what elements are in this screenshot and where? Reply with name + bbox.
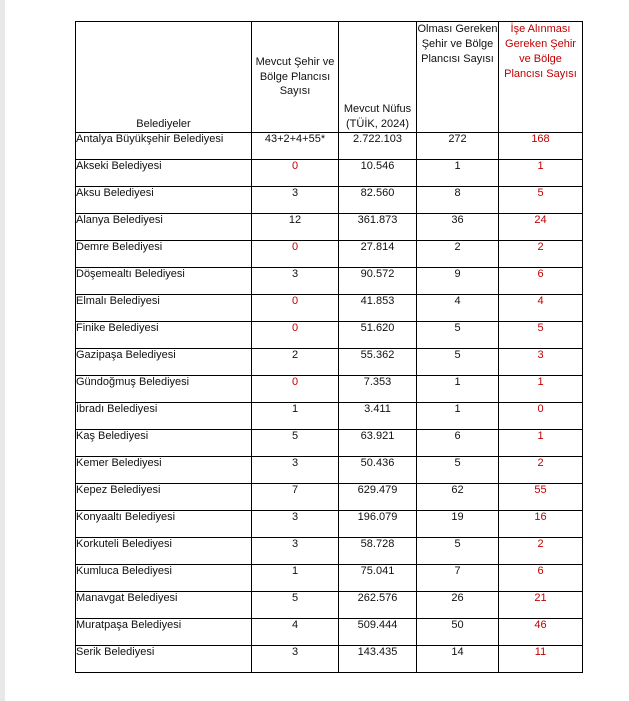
cell-municipality: Aksu Belediyesi [76, 187, 252, 214]
cell-required-planners: 9 [417, 268, 499, 295]
cell-population: 7.353 [339, 376, 417, 403]
cell-to-hire: 24 [499, 214, 583, 241]
cell-existing-planners: 4 [252, 619, 339, 646]
cell-existing-planners: 3 [252, 268, 339, 295]
cell-to-hire: 4 [499, 295, 583, 322]
cell-existing-planners: 0 [252, 160, 339, 187]
cell-municipality: Muratpaşa Belediyesi [76, 619, 252, 646]
cell-required-planners: 5 [417, 349, 499, 376]
cell-population: 90.572 [339, 268, 417, 295]
table-row [76, 538, 583, 565]
cell-required-planners: 7 [417, 565, 499, 592]
cell-population: 75.041 [339, 565, 417, 592]
cell-existing-planners: 5 [252, 430, 339, 457]
cell-to-hire: 2 [499, 241, 583, 268]
cell-to-hire: 11 [499, 646, 583, 673]
header-to-hire: İşe Alınması Gereken Şehir ve Bölge Plancısı Sayısı [499, 22, 583, 133]
cell-existing-planners: 1 [252, 565, 339, 592]
table-row [76, 133, 583, 160]
cell-existing-planners: 0 [252, 376, 339, 403]
cell-population: 629.479 [339, 484, 417, 511]
cell-required-planners: 8 [417, 187, 499, 214]
table-row [76, 160, 583, 187]
table-row [76, 430, 583, 457]
cell-municipality: Gazipaşa Belediyesi [76, 349, 252, 376]
cell-to-hire: 168 [499, 133, 583, 160]
cell-population: 262.576 [339, 592, 417, 619]
table-row [76, 322, 583, 349]
cell-to-hire: 5 [499, 322, 583, 349]
cell-to-hire: 3 [499, 349, 583, 376]
cell-to-hire: 1 [499, 430, 583, 457]
cell-existing-planners: 2 [252, 349, 339, 376]
page-left-edge [0, 0, 5, 701]
cell-to-hire: 21 [499, 592, 583, 619]
cell-population: 27.814 [339, 241, 417, 268]
table-row [76, 214, 583, 241]
cell-to-hire: 55 [499, 484, 583, 511]
cell-municipality: Akseki Belediyesi [76, 160, 252, 187]
table-row [76, 457, 583, 484]
cell-existing-planners: 43+2+4+55* [252, 133, 339, 160]
cell-required-planners: 14 [417, 646, 499, 673]
cell-population: 361.873 [339, 214, 417, 241]
cell-required-planners: 50 [417, 619, 499, 646]
cell-municipality: Serik Belediyesi [76, 646, 252, 673]
cell-municipality: Demre Belediyesi [76, 241, 252, 268]
cell-municipality: Kemer Belediyesi [76, 457, 252, 484]
table-row [76, 268, 583, 295]
cell-required-planners: 36 [417, 214, 499, 241]
cell-existing-planners: 3 [252, 187, 339, 214]
table-header-row [76, 22, 583, 133]
cell-population: 143.435 [339, 646, 417, 673]
cell-required-planners: 62 [417, 484, 499, 511]
cell-municipality: Konyaaltı Belediyesi [76, 511, 252, 538]
cell-required-planners: 4 [417, 295, 499, 322]
cell-existing-planners: 3 [252, 538, 339, 565]
cell-to-hire: 1 [499, 160, 583, 187]
cell-population: 509.444 [339, 619, 417, 646]
cell-population: 58.728 [339, 538, 417, 565]
header-municipality: Belediyeler [76, 22, 252, 133]
cell-municipality: Elmalı Belediyesi [76, 295, 252, 322]
cell-required-planners: 5 [417, 538, 499, 565]
cell-existing-planners: 1 [252, 403, 339, 430]
cell-existing-planners: 0 [252, 241, 339, 268]
cell-municipality: Kepez Belediyesi [76, 484, 252, 511]
table-row [76, 241, 583, 268]
header-required-planners: Olması Gereken Şehir ve Bölge Plancısı Sayısı [417, 22, 499, 133]
cell-municipality: Döşemealtı Belediyesi [76, 268, 252, 295]
cell-existing-planners: 7 [252, 484, 339, 511]
cell-to-hire: 0 [499, 403, 583, 430]
cell-population: 55.362 [339, 349, 417, 376]
cell-to-hire: 1 [499, 376, 583, 403]
cell-existing-planners: 3 [252, 646, 339, 673]
header-population: Mevcut Nüfus (TÜİK, 2024) [339, 22, 417, 133]
table-row [76, 565, 583, 592]
cell-municipality: Manavgat Belediyesi [76, 592, 252, 619]
cell-population: 2.722.103 [339, 133, 417, 160]
cell-required-planners: 1 [417, 403, 499, 430]
planners-table [75, 21, 583, 673]
cell-to-hire: 46 [499, 619, 583, 646]
table-row [76, 376, 583, 403]
table-row [76, 349, 583, 376]
cell-required-planners: 19 [417, 511, 499, 538]
cell-to-hire: 16 [499, 511, 583, 538]
cell-existing-planners: 3 [252, 511, 339, 538]
cell-required-planners: 1 [417, 160, 499, 187]
cell-population: 41.853 [339, 295, 417, 322]
cell-municipality: Antalya Büyükşehir Belediyesi [76, 133, 252, 160]
cell-municipality: Korkuteli Belediyesi [76, 538, 252, 565]
table-body [76, 133, 583, 673]
cell-required-planners: 1 [417, 376, 499, 403]
cell-existing-planners: 0 [252, 295, 339, 322]
cell-municipality: İbradı Belediyesi [76, 403, 252, 430]
cell-population: 51.620 [339, 322, 417, 349]
table-row [76, 187, 583, 214]
cell-municipality: Kaş Belediyesi [76, 430, 252, 457]
table-row [76, 511, 583, 538]
table-row [76, 403, 583, 430]
cell-to-hire: 6 [499, 268, 583, 295]
cell-municipality: Gündoğmuş Belediyesi [76, 376, 252, 403]
cell-population: 3.411 [339, 403, 417, 430]
cell-existing-planners: 0 [252, 322, 339, 349]
cell-existing-planners: 12 [252, 214, 339, 241]
cell-required-planners: 2 [417, 241, 499, 268]
table-row [76, 295, 583, 322]
table-row [76, 619, 583, 646]
cell-population: 63.921 [339, 430, 417, 457]
cell-to-hire: 2 [499, 538, 583, 565]
cell-to-hire: 6 [499, 565, 583, 592]
cell-existing-planners: 5 [252, 592, 339, 619]
table-row [76, 592, 583, 619]
cell-population: 82.560 [339, 187, 417, 214]
cell-required-planners: 26 [417, 592, 499, 619]
cell-population: 50.436 [339, 457, 417, 484]
cell-municipality: Alanya Belediyesi [76, 214, 252, 241]
cell-existing-planners: 3 [252, 457, 339, 484]
cell-required-planners: 272 [417, 133, 499, 160]
cell-population: 10.546 [339, 160, 417, 187]
cell-required-planners: 5 [417, 457, 499, 484]
header-existing-planners: Mevcut Şehir ve Bölge Plancısı Sayısı [252, 22, 339, 133]
cell-to-hire: 5 [499, 187, 583, 214]
table-row [76, 484, 583, 511]
cell-required-planners: 6 [417, 430, 499, 457]
cell-to-hire: 2 [499, 457, 583, 484]
cell-required-planners: 5 [417, 322, 499, 349]
cell-municipality: Finike Belediyesi [76, 322, 252, 349]
cell-municipality: Kumluca Belediyesi [76, 565, 252, 592]
table-row [76, 646, 583, 673]
cell-population: 196.079 [339, 511, 417, 538]
